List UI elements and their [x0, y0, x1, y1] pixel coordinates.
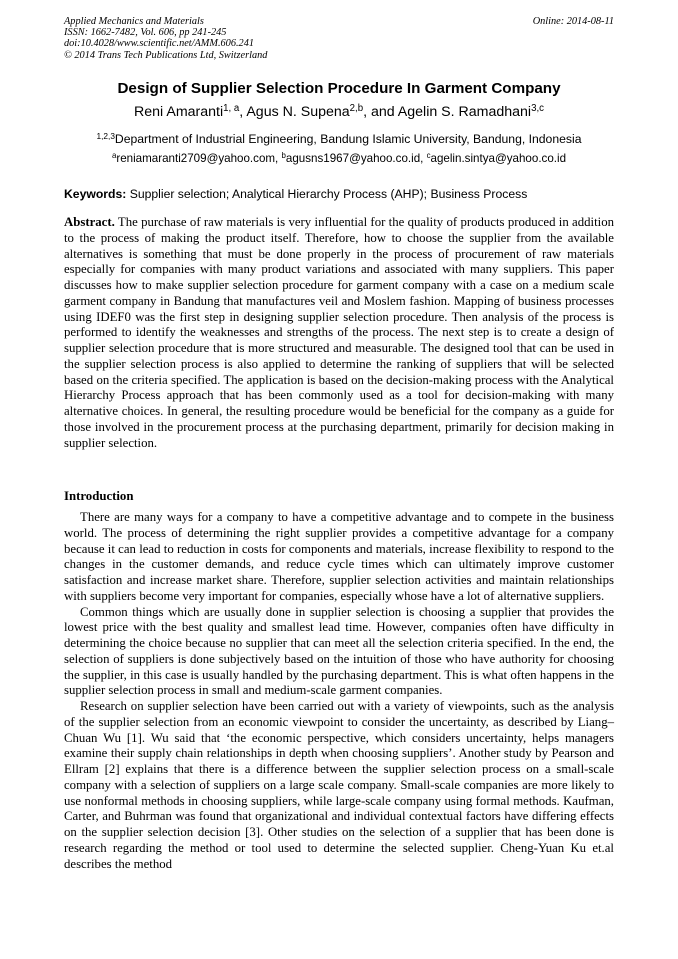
email-sup: b	[281, 151, 286, 161]
affiliation-sup: 1,2,3	[96, 130, 115, 141]
author-name: Agus N. Supena	[246, 104, 350, 120]
online-date: Online: 2014-08-11	[532, 16, 614, 27]
keywords	[64, 186, 624, 202]
abstract-text: The purchase of raw materials is very influential for the quality of products produced in addition to the process of making the product itself. Therefore, how to choose the supplier from the available alternatives is something that must be done properly in the process of procurement of raw materials especially for companies with many product variations and associated with many suppliers. This paper discusses how to make supplier selection procedure for garment company with a case on a medium scale garment company in Bandung that manufactures veil and Moslem fashion. Mapping of business processes using IDEF0 was the first step in designing supplier selection procedure. Then analysis of the process is performed to identify the weaknesses and strengths of the process. The next step is to create a design of supplier selection procedure that is more structured and measurable. The designed tool that can be used in the supplier selection process is also applied to determine the ranking of suppliers that will be selected based on the criteria specified. The application is based on the decision-making process with the Analytical Hierarchy Process approach that has been commonly used as a tool for decision-making with many alternative choices. In general, the resulting procedure would be beneficial for the company as a guide for those involved in the procurement process at the purchasing department, primarily for decision making in supplier selection.	[64, 215, 614, 450]
email-address: reniamaranti2709@yahoo.com,	[116, 152, 282, 165]
journal-name: Applied Mechanics and Materials	[64, 16, 204, 27]
author-separator: , and	[363, 104, 398, 120]
journal-info	[64, 16, 267, 61]
issn-line: ISSN: 1662-7482, Vol. 606, pp 241-245	[64, 27, 227, 39]
keywords-label: Keywords:	[64, 187, 127, 201]
author-separator: ,	[239, 104, 247, 120]
author-name: Reni Amaranti	[134, 104, 224, 120]
keywords-text: Supplier selection; Analytical Hierarchy Process (AHP); Business Process	[126, 187, 528, 201]
doi-line: doi:10.4028/www.scientific.net/AMM.606.241	[64, 38, 254, 50]
author-name: Agelin S. Ramadhani	[397, 104, 532, 120]
paragraph: There are many ways for a company to have a competitive advantage and to compete in the business world. The process of determining the right supplier provides a competitive advantage for a company because it can lead to reduction in costs for components and materials, increase flexibility to respond to the changes in the customer demands, and reduce cycle times which can ultimately improve customer satisfaction and increase market share. Therefore, supplier selection activities and maintain relationships with suppliers become very important for companies, especially whose have a lot of alternative suppliers.	[64, 510, 614, 603]
author-sup: 2,b	[349, 103, 364, 115]
email-sup: c	[426, 151, 431, 161]
author-list	[30, 103, 648, 122]
affiliation-text: Department of Industrial Engineering, Bandung Islamic University, Bandung, Indonesia	[114, 132, 582, 146]
section-heading: Introduction	[64, 489, 134, 503]
abstract-label: Abstract.	[64, 215, 115, 229]
affiliation	[30, 131, 648, 147]
author-sup: 3,c	[531, 103, 544, 115]
email-sup: a	[111, 151, 117, 161]
paragraph: Common things which are usually done in supplier selection is choosing a supplier that provides the lowest price with the best quality and smallest lead time. However, companies often have difficulty in determining the choice because no supplier that can meet all the selection criteria specified. In the end, the selection of suppliers is done subjectively based on the intuition of those who have authority for choosing the supplier, in this case is usually handled by the purchasing department. This is what often happens in the supplier selection process in small and medium-scale garment companies.	[64, 604, 614, 698]
abstract	[64, 215, 614, 451]
copyright-line: © 2014 Trans Tech Publications Ltd, Switzerland	[64, 49, 268, 61]
paper-title: Design of Supplier Selection Procedure In Garment Company	[117, 80, 561, 97]
email-address: agusns1967@yahoo.co.id,	[285, 152, 427, 165]
paragraph: Research on supplier selection have been carried out with a variety of viewpoints, such as the analysis of the supplier selection from an economic viewpoint to consider the uncertainty, as described by Liang–Chuan Wu [1]. Wu said that ‘the economic perspective, which considers uncertainty, helps managers examine their supply chain relationships in depth when choosing suppliers’. Another study by Pearson and Ellram [2] explains that there is a difference between the supplier selection process on a small-scale company with a selection of suppliers on a large scale company. Small-scale companies are more likely to use nonformal methods in choosing suppliers, while large-scale company using formal methods. Kaufman, Carter, and Buhrman was found that organizational and individual contextual factors have differing effects on the supplier selection decision [3]. Other studies on the selection of a supplier that has been done is research regarding the method or tool used to determine the selected supplier. Cheng-Yuan Ku et.al describes the method	[64, 699, 614, 871]
introduction-body	[64, 510, 614, 872]
author-sup: 1, a	[223, 103, 240, 115]
email-address: agelin.sintya@yahoo.co.id	[430, 152, 567, 165]
email-list	[30, 151, 648, 167]
